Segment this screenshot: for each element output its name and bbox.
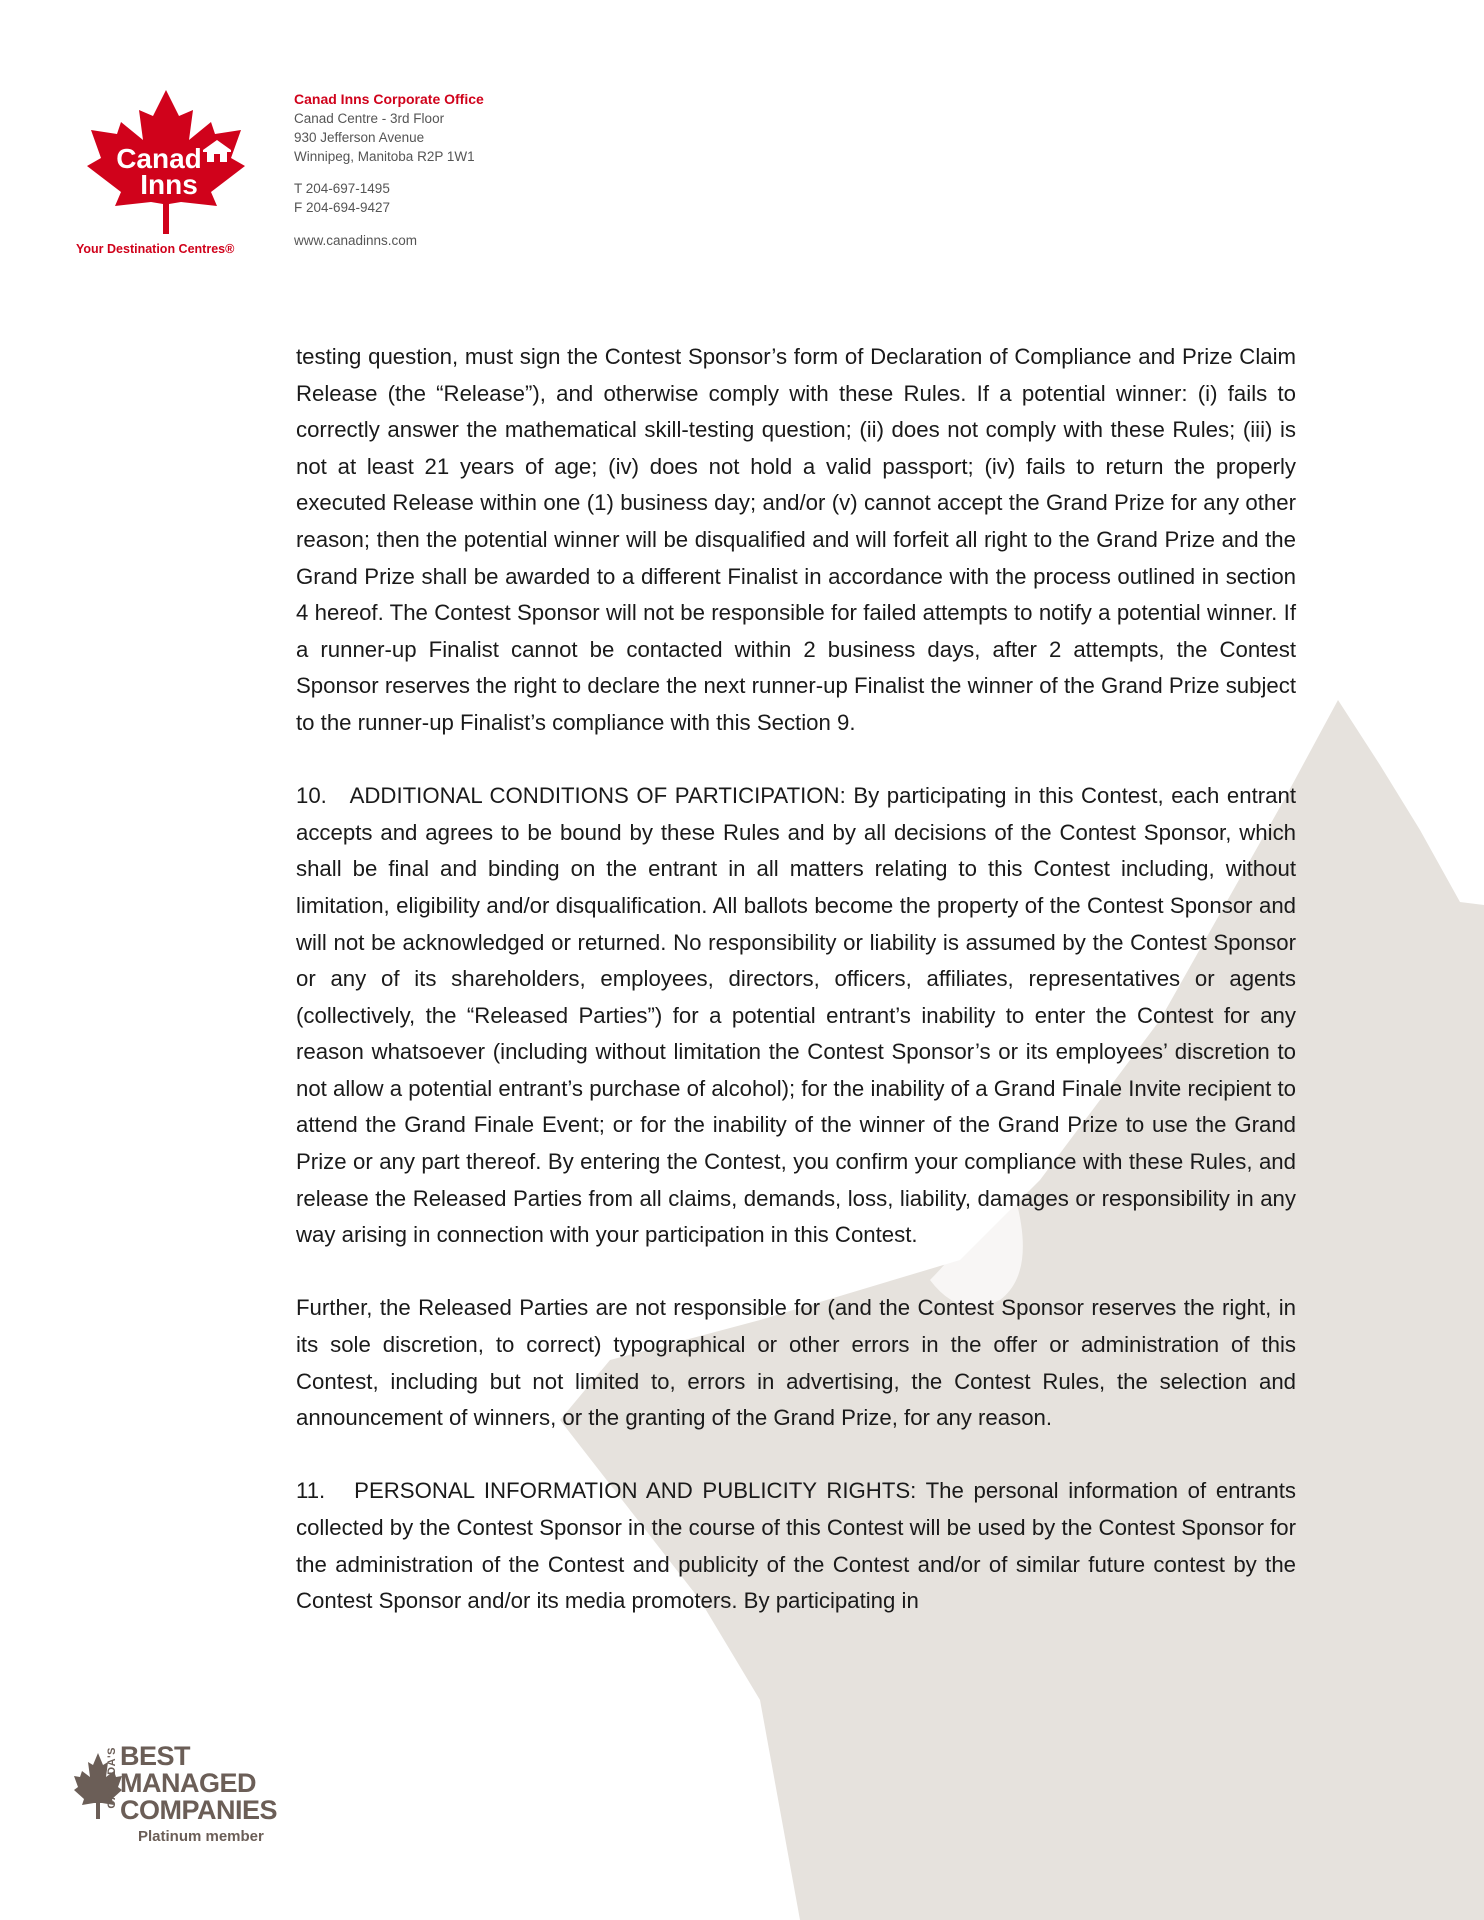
maple-leaf-logo-icon	[83, 88, 249, 238]
document-body	[296, 339, 1296, 1620]
logo-tagline: Your Destination Centres®	[76, 242, 235, 256]
badge-line-companies: COMPANIES	[120, 1795, 278, 1825]
fax-number: F 204-694-9427	[294, 200, 391, 215]
address-line-1: Canad Centre - 3rd Floor	[294, 111, 445, 126]
badge-line-managed: MANAGED	[120, 1768, 256, 1798]
paragraph-released-parties: Further, the Released Parties are not responsible for (and the Contest Sponsor reserves the right, in its sole discretion, to correct) typographical or other errors in the offer or administration of this Contest, including but not limited to, errors in advertising, the Contest Rules, the selection and announcement of winners, or the granting of the Grand Prize, for any reason.	[296, 1295, 1296, 1431]
paragraph-section-10: 10. ADDITIONAL CONDITIONS OF PARTICIPATION: By participating in this Contest, each entrant accepts and agrees to be bound by these Rules and by all decisions of the Contest Sponsor, which shall be final and binding on the entrant in all matters relating to this Contest including, without limitation, eligibility and/or disqualification. All ballots become the property of the Contest Sponsor and will not be acknowledged or returned. No responsibility or liability is assumed by the Contest Sponsor or any of its shareholders, employees, directors, officers, affiliates, representatives or agents (collectively, the “Released Parties”) for a potential entrant’s inability to enter the Contest for any reason whatsoever (including without limitation the Contest Sponsor’s or its employees’ discretion to not allow a potential entrant’s purchase of alcohol); for the inability of a Grand Finale Invite recipient to attend the Grand Finale Event; or for the inability of the winner of the Grand Prize to use the Grand Prize or any part thereof. By entering the Contest, you confirm your compliance with these Rules, and release the Released Parties from all claims, demands, loss, liability, damages or responsibility in any way arising in connection with your participation in this Contest.	[296, 783, 1296, 1248]
website-link[interactable]: www.canadinns.com	[294, 233, 418, 248]
company-logo	[76, 88, 256, 256]
logo-text-line1: Canad	[116, 143, 202, 174]
paragraph-section-9-continued: testing question, must sign the Contest Sponsor’s form of Declaration of Compliance and Prize Claim Release (the “Release”), and otherwise comply with these Rules. If a potential winner: (i) fails to correctly answer the mathematical skill-testing question; (ii) does not comply with these Rules; (iii) is not at least 21 years of age; (iv) does not hold a valid passport; (iv) fails to return the properly executed Release within one (1) business day; and/or (v) cannot accept the Grand Prize for any other reason; then the potential winner will be disqualified and will forfeit all right to the Grand Prize and the Grand Prize shall be awarded to a different Finalist in accordance with the process outlined in section 4 hereof. The Contest Sponsor will not be responsible for failed attempts to notify a potential winner. If a runner-up Finalist cannot be contacted within 2 business days, after 2 attempts, the Contest Sponsor reserves the right to declare the next runner-up Finalist the winner of the Grand Prize subject to the runner-up Finalist’s compliance with this Section 9.	[296, 344, 1296, 735]
office-title: Canad Inns Corporate Office	[294, 91, 484, 107]
paragraph-section-11: 11. PERSONAL INFORMATION AND PUBLICITY RIGHTS: The personal information of entrants collected by the Contest Sponsor in the course of this Contest will be used by the Contest Sponsor for the administration of the Contest and publicity of the Contest and/or of similar future contest by the Contest Sponsor and/or its media promoters. By participating in	[296, 1478, 1296, 1614]
address-line-3: Winnipeg, Manitoba R2P 1W1	[294, 149, 475, 164]
badge-vertical-text: CANADA'S	[106, 1747, 118, 1809]
logo-text-line2: Inns	[140, 169, 198, 200]
phone-number: T 204-697-1495	[294, 181, 390, 196]
office-address-block	[294, 90, 484, 250]
best-managed-companies-badge	[74, 1743, 304, 1863]
badge-platinum-member: Platinum member	[138, 1828, 264, 1845]
badge-line-best: BEST	[120, 1741, 191, 1771]
address-line-2: 930 Jefferson Avenue	[294, 130, 425, 145]
